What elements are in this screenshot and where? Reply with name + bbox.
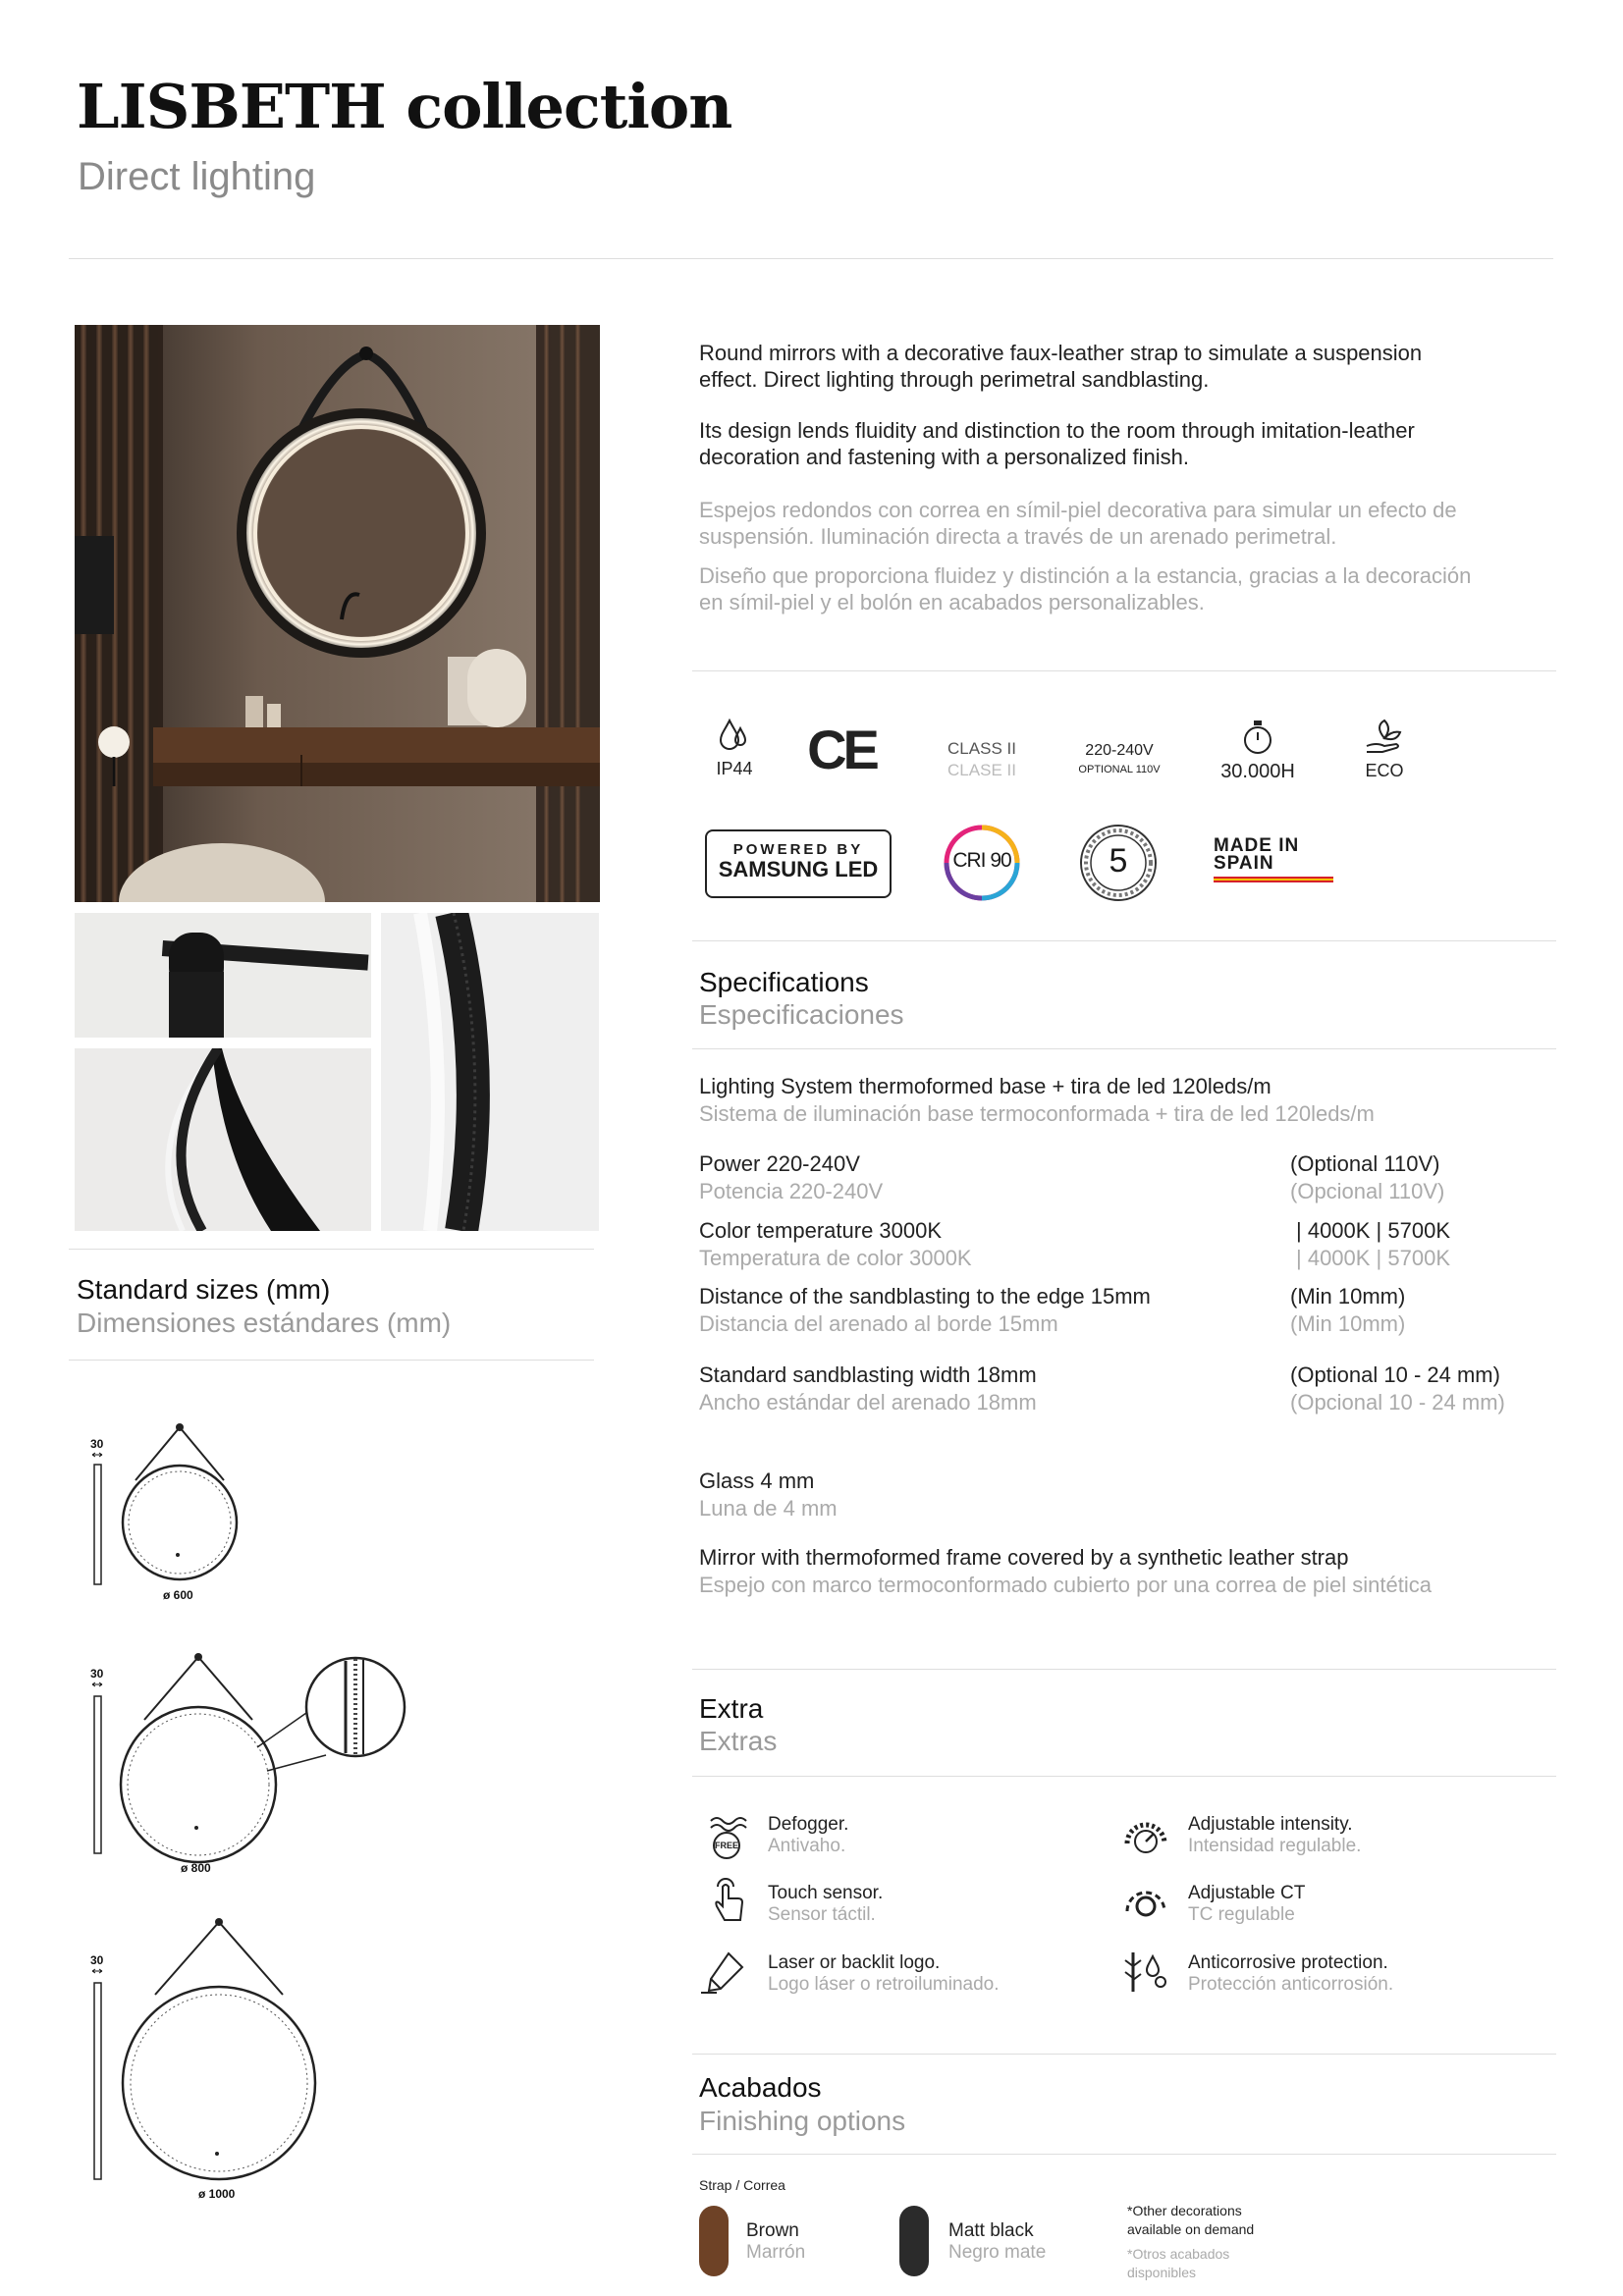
- brown-swatch[interactable]: [699, 2206, 729, 2276]
- diameter-600: ø 600: [163, 1588, 193, 1602]
- main-product-photo: [75, 325, 600, 902]
- strap-label: Strap / Correa: [699, 2177, 785, 2193]
- warranty-years: 5: [1109, 842, 1128, 880]
- voltage-optional-label: OPTIONAL 110V: [1078, 764, 1161, 775]
- finish-black: [948, 2220, 1046, 2264]
- extra-anticorrosion-es: Protección anticorrosión.: [1188, 1974, 1394, 1995]
- extra-anticorrosion-en: Anticorrosive protection.: [1188, 1952, 1388, 1973]
- spec-sandblast-optional: [1290, 1362, 1505, 1416]
- finish-black-es: Negro mate: [948, 2242, 1047, 2263]
- extra-ct: [1188, 1883, 1305, 1926]
- extra-ct-es: TC regulable: [1188, 1904, 1295, 1925]
- cri90-badge: [942, 823, 1022, 903]
- finish-black-en: Matt black: [948, 2220, 1034, 2241]
- finish-brown-es: Marrón: [746, 2242, 806, 2263]
- finish-brown: [746, 2220, 805, 2264]
- extras-divider: [692, 1776, 1556, 1777]
- other-decorations-note: [1127, 2202, 1254, 2282]
- extra-touch-en: Touch sensor.: [768, 1883, 884, 1903]
- spec-glass-en: Glass 4 mm: [699, 1468, 815, 1493]
- extra-anticorrosion: [1188, 1952, 1393, 1996]
- extra-ct-en: Adjustable CT: [1188, 1883, 1306, 1903]
- spec-lighting-en: Lighting System thermoformed base + tira de led 120leds/m: [699, 1074, 1271, 1098]
- spec-edge-optional: [1290, 1283, 1405, 1338]
- depth-label-1000: 30: [90, 1953, 104, 1967]
- spec-power-opt-en: (Optional 110V): [1290, 1151, 1440, 1176]
- samsung-powered-by: POWERED BY: [732, 841, 864, 858]
- extra-defogger-es: Antivaho.: [768, 1836, 846, 1856]
- note-es-1: *Otros acabados: [1127, 2246, 1230, 2262]
- ce-mark: CE: [807, 719, 876, 780]
- finishes-title-es: Acabados: [699, 2072, 822, 2103]
- spec-width-es: Ancho estándar del arenado 18mm: [699, 1390, 1037, 1415]
- finishes-top-divider: [692, 2054, 1556, 2055]
- spec-power-optional: [1290, 1150, 1444, 1205]
- cri90-label: CRI 90: [952, 849, 1011, 872]
- extra-intensity: [1188, 1814, 1361, 1857]
- header-divider: [69, 258, 1553, 259]
- logo-pen-icon: [699, 1948, 748, 1997]
- lifetime-label: 30.000H: [1220, 761, 1295, 782]
- spec-edge-es: Distancia del arenado al borde 15mm: [699, 1311, 1058, 1336]
- mirror-drawing-600: [116, 1419, 243, 1596]
- finish-brown-en: Brown: [746, 2220, 799, 2241]
- spec-edge-opt-en: (Min 10mm): [1290, 1284, 1406, 1308]
- spec-glass: [699, 1468, 838, 1522]
- spec-ct-opt-es: | 4000K | 5700K: [1296, 1246, 1450, 1270]
- spec-color-temp-optional: [1296, 1217, 1450, 1272]
- intensity-icon: [1121, 1814, 1170, 1857]
- extra-logo-es: Logo láser o retroiluminado.: [768, 1974, 1000, 1995]
- extra-touch: [768, 1883, 883, 1926]
- spec-power-en: Power 220-240V: [699, 1151, 860, 1176]
- diameter-1000: ø 1000: [198, 2187, 236, 2201]
- cert-divider: [692, 940, 1556, 941]
- anticorrosion-icon: [1121, 1949, 1170, 1996]
- extra-defogger-en: Defogger.: [768, 1814, 849, 1835]
- specs-divider: [692, 1048, 1556, 1049]
- description-es-2: Diseño que proporciona fluidez y distinción a la estancia, gracias a la decoración en símil-piel y el bolón en acabados personalizables.: [699, 563, 1472, 614]
- spec-edge-opt-es: (Min 10mm): [1290, 1311, 1406, 1336]
- spec-ct-en: Color temperature 3000K: [699, 1218, 943, 1243]
- warranty-badge: [1078, 823, 1159, 903]
- spec-width-en: Standard sandblasting width 18mm: [699, 1362, 1037, 1387]
- description-es-1: Espejos redondos con correa en símil-piel decorativa para simular un efecto de suspensión. Iluminación directa a través de un arenado perimetral.: [699, 498, 1457, 549]
- spec-width-opt-en: (Optional 10 - 24 mm): [1290, 1362, 1500, 1387]
- matt-black-swatch[interactable]: [899, 2206, 929, 2276]
- spec-ct-opt-en: | 4000K | 5700K: [1296, 1218, 1450, 1243]
- depth-label-600: 30: [90, 1437, 104, 1451]
- made-in-text: MADE IN: [1214, 835, 1300, 856]
- eco-hand-leaf-icon: [1363, 717, 1406, 756]
- spec-power-opt-es: (Opcional 110V): [1290, 1179, 1445, 1203]
- lifetime-cert: [1204, 719, 1312, 783]
- spec-edge-distance: [699, 1283, 1151, 1338]
- extra-intensity-es: Intensidad regulable.: [1188, 1836, 1362, 1856]
- class-ii-en: CLASS II: [947, 739, 1016, 758]
- sizes-title-en: Standard sizes (mm): [77, 1274, 331, 1305]
- spec-power-es: Potencia 220-240V: [699, 1179, 884, 1203]
- specs-title-es: Especificaciones: [699, 999, 904, 1030]
- stopwatch-icon: [1241, 719, 1274, 756]
- extras-top-divider: [692, 1669, 1556, 1670]
- defogger-free-badge: FREE: [715, 1841, 739, 1850]
- extra-logo: [768, 1952, 1000, 1996]
- spec-color-temp: [699, 1217, 972, 1272]
- description-en-2: Its design lends fluidity and distinction to the room through imitation-leather decoration and fastening with a personalized finish.: [699, 418, 1415, 469]
- samsung-led-text: SAMSUNG LED: [718, 857, 879, 881]
- spec-sandblast-width: [699, 1362, 1037, 1416]
- voltage-cert: [1060, 742, 1178, 775]
- depth-label-800: 30: [90, 1667, 104, 1681]
- page-title: LISBETH collection: [77, 71, 732, 142]
- spec-frame-es: Espejo con marco termoconformado cubierto por una correa de piel sintética: [699, 1573, 1432, 1597]
- water-drop-icon: [715, 717, 754, 756]
- sizes-bottom-divider: [69, 1360, 594, 1361]
- class-ii-es: CLASE II: [947, 761, 1016, 779]
- extras-title-en: Extra: [699, 1693, 764, 1724]
- spec-frame-en: Mirror with thermoformed frame covered by a synthetic leather strap: [699, 1545, 1349, 1570]
- description-en-1: Round mirrors with a decorative faux-leather strap to simulate a suspension effect. Direct lighting through perimetral sandblasting.: [699, 341, 1423, 392]
- note-en-1: *Other decorations: [1127, 2203, 1242, 2218]
- ip44-label: IP44: [716, 759, 753, 778]
- spec-width-opt-es: (Opcional 10 - 24 mm): [1290, 1390, 1505, 1415]
- mirror-drawing-1000: [116, 1914, 322, 2189]
- diameter-800: ø 800: [181, 1861, 211, 1875]
- spain-text: SPAIN: [1214, 853, 1274, 874]
- spec-frame: [699, 1544, 1432, 1599]
- extras-title-es: Extras: [699, 1726, 778, 1756]
- sizes-title-es: Dimensiones estándares (mm): [77, 1308, 452, 1338]
- finishes-divider: [692, 2154, 1556, 2155]
- detail-photo-strap-loop: [75, 1048, 371, 1231]
- class-ii-cert: [933, 738, 1031, 781]
- ip44-cert: [703, 717, 766, 779]
- description-divider: [692, 670, 1556, 671]
- sizes-top-divider: [69, 1249, 594, 1250]
- spec-glass-es: Luna de 4 mm: [699, 1496, 838, 1521]
- voltage-label: 220-240V: [1085, 742, 1154, 759]
- spec-ct-es: Temperatura de color 3000K: [699, 1246, 972, 1270]
- spec-edge-en: Distance of the sandblasting to the edge 15mm: [699, 1284, 1151, 1308]
- eco-label: ECO: [1365, 761, 1404, 780]
- finishes-title-en: Finishing options: [699, 2106, 906, 2136]
- page-subtitle: Direct lighting: [78, 155, 316, 198]
- detail-photo-strap-top: [75, 913, 371, 1038]
- spec-lighting-es: Sistema de iluminación base termoconformada + tira de led 120leds/m: [699, 1101, 1375, 1126]
- note-en-2: available on demand: [1127, 2221, 1255, 2237]
- samsung-led-badge: [705, 829, 892, 898]
- extra-logo-en: Laser or backlit logo.: [768, 1952, 941, 1973]
- specs-title-en: Specifications: [699, 967, 869, 997]
- extra-intensity-en: Adjustable intensity.: [1188, 1814, 1353, 1835]
- color-temperature-icon: [1121, 1880, 1170, 1923]
- note-es-2: disponibles: [1127, 2265, 1197, 2280]
- spec-lighting: [699, 1073, 1375, 1128]
- extra-defogger: [768, 1814, 848, 1857]
- mirror-drawing-800: [110, 1649, 414, 1875]
- touch-sensor-icon: [709, 1877, 748, 1926]
- extra-touch-es: Sensor táctil.: [768, 1904, 876, 1925]
- eco-cert: [1355, 717, 1414, 781]
- spec-power: [699, 1150, 883, 1205]
- detail-photo-mirror-edge: [381, 913, 599, 1231]
- made-in-spain-badge: [1214, 837, 1335, 882]
- spain-flag-stripe: [1214, 877, 1333, 882]
- defogger-icon: [705, 1811, 748, 1860]
